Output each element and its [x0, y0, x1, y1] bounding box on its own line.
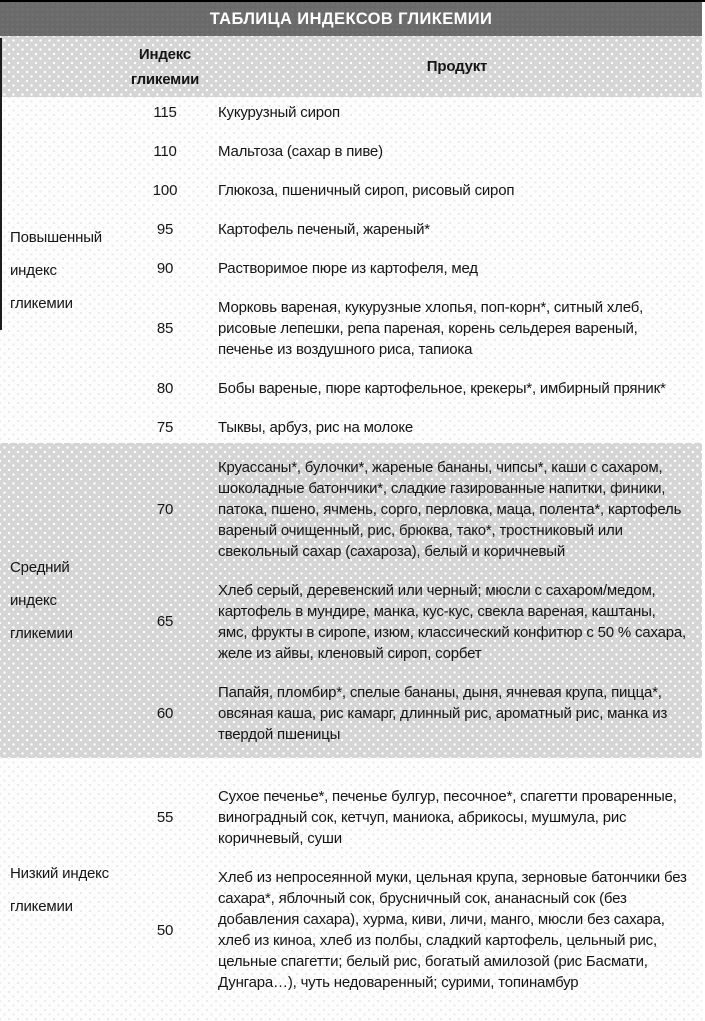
table-section — [0, 758, 702, 1021]
table-row — [118, 417, 702, 438]
glycemic-index-value: 115 — [153, 104, 177, 121]
product-list: Морковь вареная, кукурузные хлопья, поп-корн*, ситный хлеб, рисовые лепешки, репа пареная, корень сельдерея вареный, печенье из воздушного риса, тапиока — [218, 299, 644, 358]
glycemic-index-value: 65 — [156, 613, 174, 630]
table-row — [118, 682, 702, 745]
category-label: Низкий индекс гликемии — [10, 864, 109, 915]
product-list: Хлеб из непросеянной муки, цельная крупа, зерновые батончики без сахара*, яблочный сок, брусничный сок, ананасный сок (без добавления сахара), хурма, киви, личи, манго, мюсли без сахара, хлеб из киноа, хлеб из полбы, сладкий картофель, цельный рис, цельные спагетти; белый рис, богатый амилозой (рис Басмати, Дунгара…), чуть недоваренный; сурими, топинамбур — [218, 869, 687, 991]
glycemic-index-value: 110 — [153, 143, 177, 160]
page-title: ТАБЛИЦА ИНДЕКСОВ ГЛИКЕМИИ — [0, 2, 702, 36]
table-section — [0, 443, 702, 758]
product-list: Папайя, пломбир*, спелые бананы, дыня, ячневая крупа, пицца*, овсяная каша, рис камарг, длинный рис, ароматный рис, манка из твердой пшеницы — [218, 683, 668, 743]
table-row — [118, 180, 702, 201]
table-row — [118, 141, 702, 162]
glycemic-index-value: 55 — [156, 809, 174, 826]
product-list: Тыквы, арбуз, рис на молоке — [218, 419, 414, 436]
table-row — [118, 258, 702, 279]
glycemic-index-value: 60 — [156, 704, 174, 722]
glycemic-index-value: 90 — [156, 260, 174, 277]
product-list: Мальтоза (сахар в пиве) — [218, 143, 383, 160]
product-list: Глюкоза, пшеничный сироп, рисовый сироп — [218, 182, 515, 199]
table-row — [118, 378, 702, 399]
product-list: Круассаны*, булочки*, жареные бананы, чипсы*, каши с сахаром, шоколадные батончики*, сладкие газированные напитки, финики, патока, пшено, ячмень, сорго, перловка, маца, полента*, картофель вареный очищенный, рис, брюква, тако*, тростниковый или свекольный сахар (сахароза), белый и коричневый — [218, 458, 682, 560]
header-product-column: Продукт — [426, 58, 488, 75]
product-list: Картофель печеный, жареный* — [218, 221, 430, 238]
header-index-column: Индекс гликемии — [130, 45, 200, 88]
scan-artifact-line — [0, 38, 2, 330]
table-row — [118, 102, 702, 123]
table-row — [118, 786, 702, 849]
category-label: Средний индекс гликемии — [10, 559, 73, 642]
glycemic-index-value: 70 — [156, 500, 174, 518]
product-list: Кукурузный сироп — [218, 104, 340, 121]
glycemic-index-value: 95 — [156, 221, 174, 238]
section-rows — [118, 97, 702, 443]
section-rows — [118, 758, 702, 1021]
table-row — [118, 219, 702, 240]
table-row — [118, 297, 702, 360]
product-list: Бобы вареные, пюре картофельное, крекеры*, имбирный пряник* — [218, 380, 666, 397]
section-rows — [118, 443, 702, 758]
product-list: Хлеб серый, деревенский или черный; мюсли с сахаром/медом, картофель в мундире, манка, кус-кус, свекла вареная, каштаны, ямс, фрукты в сиропе, изюм, классический конфитюр с 50 % сахара, желе из айвы, кленовый сироп, сорбет — [218, 581, 686, 662]
glycemic-index-value: 85 — [156, 320, 174, 337]
table-row — [118, 867, 702, 993]
table-header — [0, 36, 702, 97]
table-body — [0, 97, 705, 1021]
category-label: Повышенный индекс гликемии — [10, 228, 102, 312]
product-list: Растворимое пюре из картофеля, мед — [218, 260, 478, 277]
table-section — [0, 97, 702, 443]
table-row — [118, 580, 702, 664]
glycemic-index-value: 80 — [156, 380, 174, 397]
table-row — [118, 457, 702, 562]
glycemic-index-value: 100 — [152, 182, 178, 199]
glycemic-index-value: 50 — [156, 921, 174, 939]
glycemic-index-value: 75 — [156, 419, 174, 436]
product-list: Сухое печенье*, печенье булгур, песочное*, спагетти проваренные, виноградный сок, кетчуп, маниока, абрикосы, мушмула, рис коричневый, суши — [218, 788, 677, 847]
